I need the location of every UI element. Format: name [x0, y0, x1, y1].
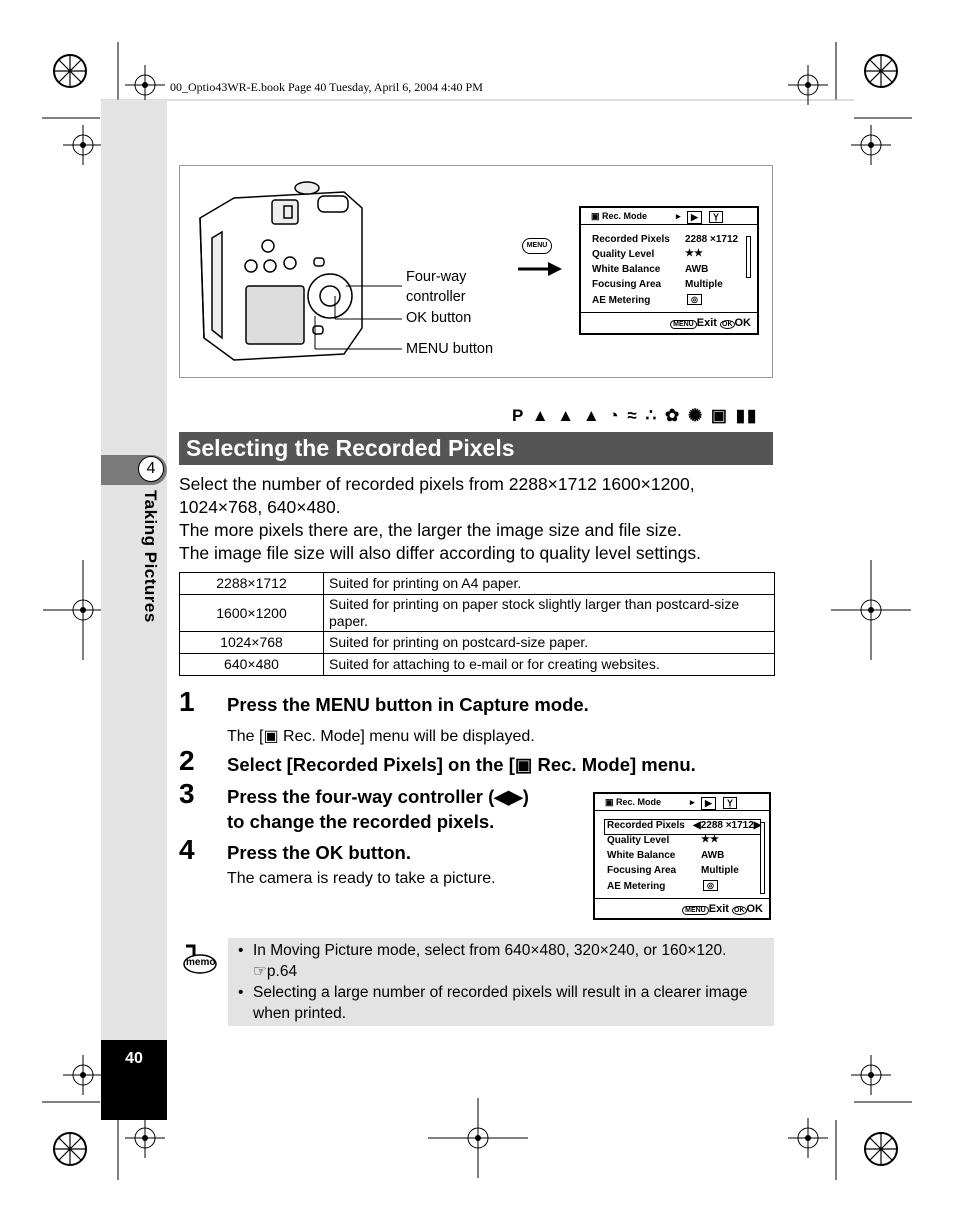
lcd-row-value: ★★: [685, 248, 703, 259]
lcd-tab-row: [591, 211, 720, 224]
memo-bullet: • Selecting a large number of recorded pixels will result in a clearer image when printed.: [238, 984, 748, 1022]
mode-icons-row: P ▲ ▲ ▲ ◔ ≈ ∴ ✿ ✺ ▣ ▮▮: [512, 406, 759, 425]
step-title: Press the OK button.: [227, 842, 411, 863]
callout-lines: [310, 261, 410, 356]
step-description: The [▣ Rec. Mode] menu will be displayed.: [227, 728, 535, 745]
table-row: 2288×1712 Suited for printing on A4 paper.: [180, 573, 775, 595]
camera-icon: ▣: [514, 754, 533, 775]
step-title: Select [Recorded Pixels] on the [▣ Rec. Mode] menu.: [227, 754, 696, 775]
metering-icon: ◎: [687, 294, 702, 305]
metering-icon: ◎: [703, 880, 718, 891]
ok-button-label: OK button: [406, 310, 472, 326]
lcd-row-label: Recorded Pixels: [607, 820, 685, 831]
print-header: 00_Optio43WR-E.book Page 40 Tuesday, April 6, 2004 4:40 PM: [170, 80, 483, 94]
lcd-row-label: AE Metering: [607, 881, 666, 892]
intro-paragraph: The image file size will also differ according to quality level settings.: [179, 543, 702, 563]
step-description: The camera is ready to take a picture.: [227, 870, 496, 887]
table-row: 1024×768 Suited for printing on postcard-size paper.: [180, 632, 775, 654]
camera-icon: ▣: [591, 211, 600, 221]
intro-paragraph: The more pixels there are, the larger the image size and file size.: [179, 520, 682, 540]
lcd-row-value: ◀2288 ×1712▶: [693, 820, 762, 831]
lcd-screen-recorded-pixels: [593, 792, 771, 920]
step-title: Press the four-way controller (◀▶) to change the recorded pixels.: [227, 786, 529, 832]
lcd-row-value: AWB: [685, 264, 709, 275]
lcd-row-label: AE Metering: [592, 295, 651, 306]
lcd-row-label: White Balance: [592, 264, 661, 275]
camera-icon: ▣: [263, 728, 279, 745]
playback-tab-icon: ▶: [701, 797, 716, 810]
intro-paragraph: Select the number of recorded pixels from 2288×1712 1600×1200, 1024×768, 640×480.: [179, 474, 695, 517]
step-title: Press the MENU button in Capture mode.: [227, 694, 589, 715]
lcd-row-label: Quality Level: [607, 835, 670, 846]
camera-icon: ▣: [605, 797, 614, 807]
chapter-number: 4: [138, 456, 164, 482]
step-number: 1: [179, 686, 195, 717]
step-number: 2: [179, 745, 195, 776]
pixel-table: [179, 572, 775, 676]
setup-tab-icon: Ỵ: [709, 211, 723, 223]
lcd-row-label: Focusing Area: [592, 279, 662, 290]
camera-figure: [179, 165, 773, 378]
playback-tab-icon: ▶: [687, 211, 702, 224]
lcd-row-value: AWB: [701, 850, 725, 861]
lcd-row-label: Quality Level: [592, 249, 655, 260]
intro-text: [179, 473, 769, 565]
lcd-footer: MENU Exit OK OK: [682, 903, 763, 915]
memo-icon: memo: [180, 942, 218, 976]
step-number: 4: [179, 834, 195, 865]
lcd-footer: MENU Exit OK OK: [670, 317, 751, 329]
lcd-row-value: 2288 ×1712: [685, 234, 739, 245]
lcd-row-value: Multiple: [701, 865, 739, 876]
lcd-row-label: Recorded Pixels: [592, 234, 670, 245]
page-reference: ☞p.64: [253, 963, 298, 980]
step-number: 3: [179, 778, 195, 809]
lcd-row-label: White Balance: [607, 850, 676, 861]
lcd-row-label: Focusing Area: [607, 865, 677, 876]
memo-bullet: • In Moving Picture mode, select from 640×480, 320×240, or 160×120. ☞p.64: [238, 942, 727, 980]
lcd-row-value: ★★: [701, 834, 719, 845]
lcd-row-value: Multiple: [685, 279, 723, 290]
lcd-scrollbar: [760, 822, 765, 894]
lcd-scrollbar: [746, 236, 751, 278]
chapter-title: Taking Pictures: [141, 490, 160, 623]
lcd-tab-label: Rec. Mode: [602, 211, 648, 221]
arrow-right-icon: [518, 260, 563, 278]
tab-arrow-icon: ▸: [676, 211, 681, 221]
lcd-tab-label: Rec. Mode: [616, 797, 662, 807]
lcd-tab-row: [605, 797, 734, 810]
memo-box: [228, 938, 774, 1026]
page-number: 40: [125, 1050, 143, 1067]
section-title: Selecting the Recorded Pixels: [179, 432, 773, 465]
tab-arrow-icon: ▸: [690, 797, 695, 807]
lcd-screen-rec-mode: [579, 206, 759, 335]
table-row: 640×480 Suited for attaching to e-mail or for creating websites.: [180, 654, 775, 676]
four-way-controller-label: Four-way controller: [406, 269, 467, 305]
table-row: 1600×1200 Suited for printing on paper stock slightly larger than postcard-size paper.: [180, 595, 775, 632]
setup-tab-icon: Ỵ: [723, 797, 737, 809]
menu-button-label: MENU button: [406, 341, 494, 357]
menu-key-icon: MENU: [522, 238, 552, 254]
